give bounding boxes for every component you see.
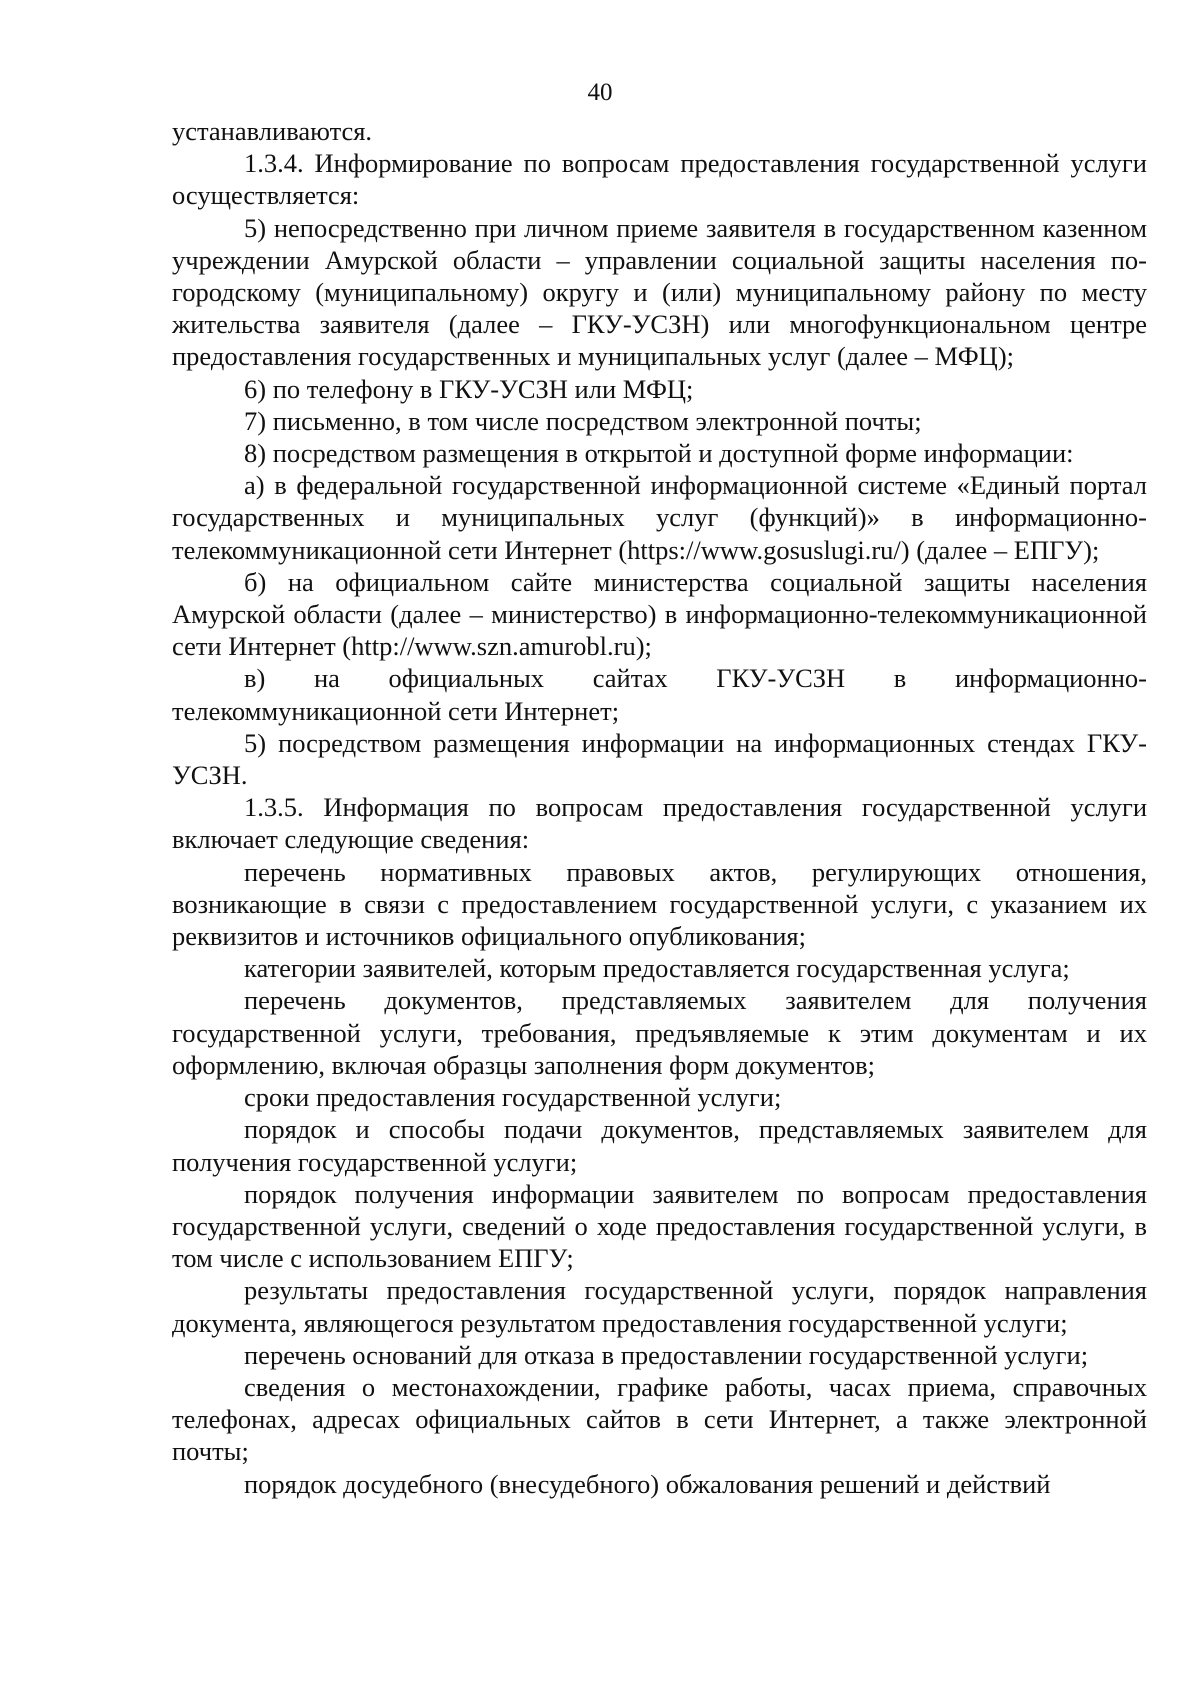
- document-body: [172, 115, 1147, 1500]
- paragraph-subitem-v-gku-sites: в) на официальных сайтах ГКУ-УСЗН в информационно-телекоммуникационной сети Интернет;: [172, 663, 1147, 726]
- paragraph-info-deadlines: сроки предоставления государственной услуги;: [244, 1082, 782, 1113]
- paragraph-item-5-stands: 5) посредством размещения информации на информационных стендах ГКУ-УСЗН.: [172, 727, 1147, 791]
- paragraph-info-information-procedure: порядок получения информации заявителем по вопросам предоставления государственной услуги, сведений о ходе предоставления государственной услуги, в том числе с использованием ЕПГУ;: [172, 1178, 1147, 1274]
- paragraph-info-documents-list: перечень документов, представляемых заявителем для получения государственной услуги, требования, предъявляемые к этим документам и их оформлению, включая образцы заполнения форм документов;: [172, 985, 1147, 1080]
- paragraph-item-5-personal: 5) непосредственно при личном приеме заявителя в государственном казенном учреждении Амурской области – управлении социальной защиты населения по-городскому (муниципальному) округу и (или) муниципальному району по месту жительства заявителя (далее – ГКУ-УСЗН) или многофункциональном центре предоставления государственных и муниципальных услуг (далее – МФЦ);: [172, 212, 1147, 372]
- paragraph-subitem-b-ministry: б) на официальном сайте министерства социальной защиты населения Амурской области (далее – министерство) в информационно-телекоммуникационной сети Интернет (http://www.szn.amurobl.ru);: [172, 566, 1147, 662]
- paragraph-info-appeal: порядок досудебного (внесудебного) обжалования решений и действий: [244, 1468, 1051, 1499]
- paragraph-info-contacts: сведения о местонахождении, графике работы, часах приема, справочных телефонах, адресах официальных сайтов в сети Интернет, а также электронной почты;: [172, 1371, 1147, 1467]
- paragraph-info-submission-procedure: порядок и способы подачи документов, представляемых заявителем для получения государственной услуги;: [172, 1114, 1147, 1177]
- paragraph-1-3-5: 1.3.5. Информация по вопросам предоставления государственной услуги включает следующие сведения:: [172, 792, 1147, 855]
- paragraph-info-results: результаты предоставления государственной услуги, порядок направления документа, являющегося результатом предоставления государственной услуги;: [172, 1275, 1147, 1338]
- paragraph-item-8-published: 8) посредством размещения в открытой и доступной форме информации:: [244, 438, 1074, 469]
- page-number: 40: [587, 79, 613, 106]
- paragraph-1-3-4: 1.3.4. Информирование по вопросам предоставления государственной услуги осуществляется:: [172, 148, 1147, 211]
- paragraph-item-6-phone: 6) по телефону в ГКУ-УСЗН или МФЦ;: [244, 373, 694, 404]
- paragraph-info-refusal-grounds: перечень оснований для отказа в предоставлении государственной услуги;: [244, 1339, 1089, 1370]
- paragraph-item-7-written: 7) письменно, в том числе посредством электронной почты;: [244, 405, 922, 436]
- paragraph-subitem-a-epgu: а) в федеральной государственной информационной системе «Единый портал государственных и муниципальных услуг (функций)» в информационно-телекоммуникационной сети Интернет (https://www.gosuslugi.ru/) (далее – ЕПГУ);: [172, 470, 1147, 565]
- paragraph-continuation: устанавливаются.: [172, 116, 373, 146]
- paragraph-info-legal-acts: перечень нормативных правовых актов, регулирующих отношения, возникающие в связи с предоставлением государственной услуги, с указанием их реквизитов и источников официального опубликования;: [172, 856, 1147, 952]
- paragraph-info-applicant-categories: категории заявителей, которым предоставляется государственная услуга;: [244, 953, 1070, 984]
